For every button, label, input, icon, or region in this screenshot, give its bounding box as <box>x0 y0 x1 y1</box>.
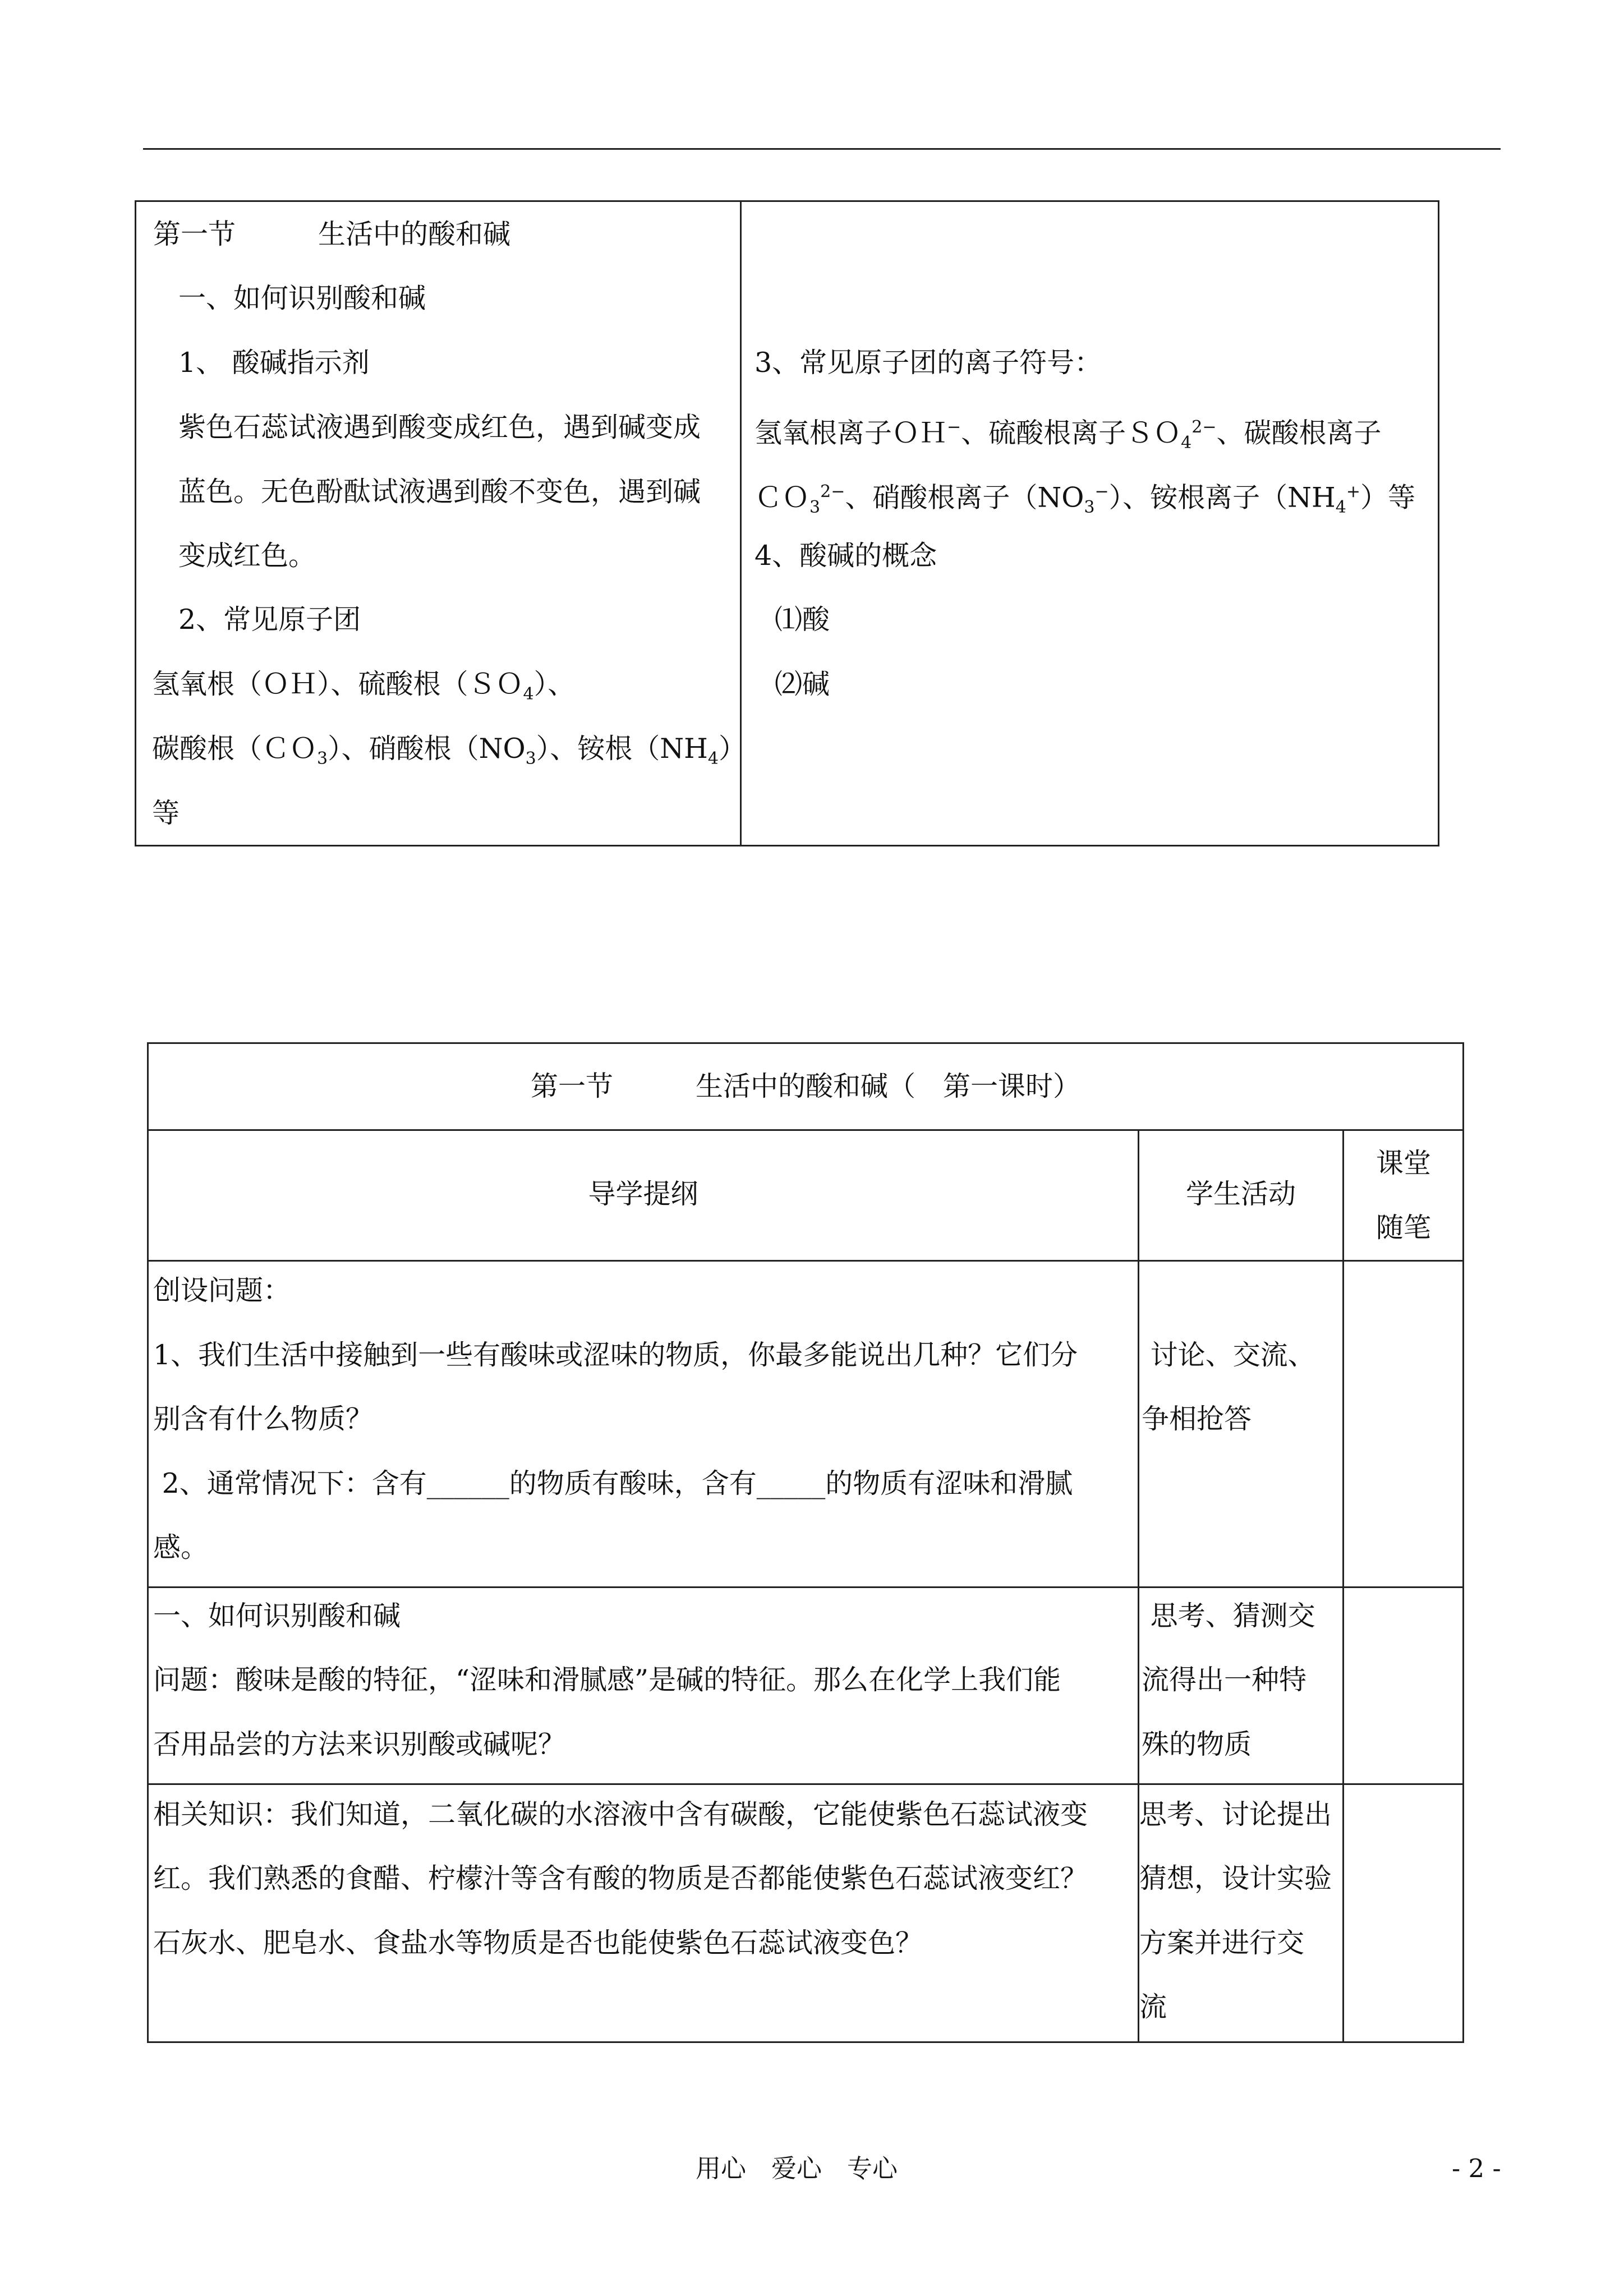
row-outline-line: 别含有什么物质？ <box>153 1403 374 1435</box>
row-outline-line: 相关知识：我们知道，二氧化碳的水溶液中含有碳酸，它能使紫色石蕊试液变 <box>153 1798 1088 1830</box>
row-outline-line: 一、如何识别酸和碱 <box>153 1600 401 1632</box>
summary-text-line: 等 <box>152 797 180 829</box>
footer-motto: 用心 爱心 专心 <box>696 2154 898 2183</box>
summary-text-line: 变成红色。 <box>178 540 316 572</box>
header-notes: 课堂 <box>1375 1147 1431 1179</box>
header-rule <box>143 148 1501 150</box>
row-activity-line: 思考、猜测交 <box>1142 1600 1315 1632</box>
row-outline-line: 创设问题： <box>153 1274 291 1306</box>
summary-text-line: 紫色石蕊试液遇到酸变成红色，遇到碱变成 <box>178 411 701 443</box>
row-activity-line: 思考、讨论提出 <box>1139 1798 1332 1830</box>
row-activity-line: 争相抢答 <box>1142 1403 1252 1435</box>
row-activity-line: 流得出一种特 <box>1142 1664 1307 1696</box>
summary-radicals-line: 氢氧根（ＯＨ）、硫酸根（ＳＯ$_4$）、 <box>152 668 576 704</box>
table-rule <box>1342 1129 1344 2041</box>
summary-section-title: 第一节 生活中的酸和碱 <box>153 218 511 250</box>
summary-text-line: 蓝色。无色酚酞试液遇到酸不变色，遇到碱 <box>178 476 701 508</box>
summary-box <box>135 200 1439 846</box>
summary-heading: 一、如何识别酸和碱 <box>178 282 426 314</box>
row-outline-line: 问题：酸味是酸的特征，“涩味和滑腻感”是碱的特征。那么在化学上我们能 <box>153 1664 1061 1696</box>
summary-text-line: ⑴酸 <box>775 604 830 636</box>
table-rule <box>149 1783 1462 1785</box>
row-activity-line: 方案并进行交 <box>1139 1927 1305 1959</box>
row-outline-line: 石灰水、肥皂水、食盐水等物质是否也能使紫色石蕊试液变色？ <box>153 1927 923 1959</box>
row-outline-line: 红。我们熟悉的食醋、柠檬汁等含有酸的物质是否都能使紫色石蕊试液变红？ <box>153 1862 1088 1894</box>
summary-radicals-line: 碳酸根（ＣＯ$_3$）、硝酸根$(NO_3)$、铵根$(NH_4)$ <box>152 733 746 769</box>
header-outline: 导学提纲 <box>588 1178 698 1210</box>
row-outline-line: 否用品尝的方法来识别酸或碱呢？ <box>153 1728 566 1760</box>
summary-text-line: ⑵碱 <box>775 668 830 700</box>
summary-ions-line: ＣＯ$_3^{2-}$、硝酸根离子$(NO_3^-)$、铵根离子$(NH_4^+)$等 <box>755 481 1415 518</box>
table-rule <box>149 1129 1462 1131</box>
summary-ions-line: 氢氧根离子ＯＨ−、硫酸根离子ＳＯ$_4^{2-}$、碳酸根离子 <box>755 417 1382 453</box>
table-rule <box>1138 1129 1139 2041</box>
summary-subheading: 3、常见原子团的离子符号： <box>755 347 1102 379</box>
row-outline-line: 感。 <box>153 1531 209 1563</box>
row-activity-line: 流 <box>1139 1991 1167 2023</box>
header-activity: 学生活动 <box>1185 1178 1296 1210</box>
header-notes: 随笔 <box>1375 1212 1431 1244</box>
lesson-title: 第一节 生活中的酸和碱（ 第一课时） <box>530 1070 1080 1102</box>
lesson-table <box>147 1042 1464 2043</box>
table-rule <box>149 1260 1462 1262</box>
table-rule <box>149 1586 1462 1588</box>
summary-subheading: 1、 酸碱指示剂 <box>178 347 370 379</box>
row-outline-line: 2、通常情况下：含有______的物质有酸味，含有_____的物质有涩味和滑腻 <box>153 1467 1073 1499</box>
row-activity-line: 讨论、交流、 <box>1142 1339 1315 1371</box>
page-number: - 2 - <box>1452 2154 1501 2183</box>
summary-subheading: 2、常见原子团 <box>178 604 361 636</box>
row-outline-line: 1、我们生活中接触到一些有酸味或涩味的物质，你最多能说出几种？它们分 <box>153 1339 1078 1371</box>
row-activity-line: 殊的物质 <box>1142 1728 1252 1760</box>
row-activity-line: 猜想，设计实验 <box>1139 1862 1332 1894</box>
summary-subheading: 4、酸碱的概念 <box>755 540 937 572</box>
